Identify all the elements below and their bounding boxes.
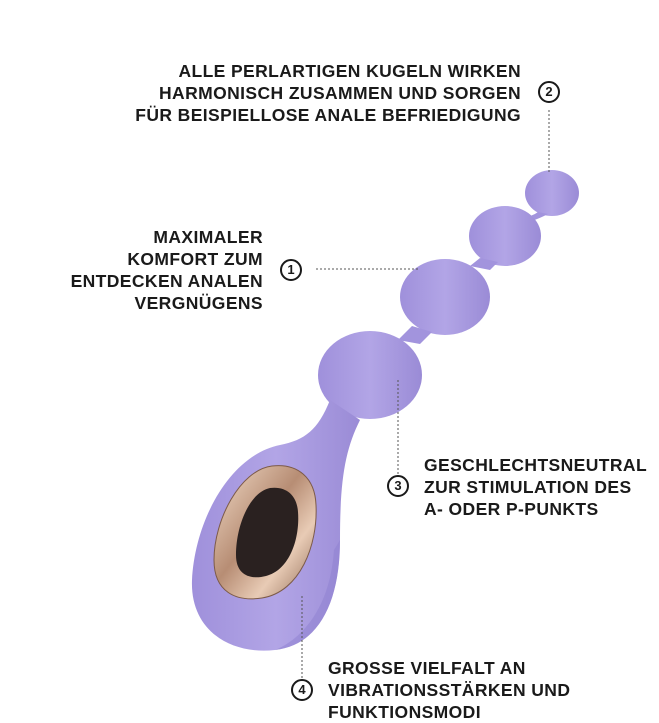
bead-3 [400, 259, 490, 335]
callout-4-line: GROSSE VIELFALT AN [328, 658, 526, 678]
callout-2-line: FÜR BEISPIELLOSE ANALE BEFRIEDIGUNG [135, 105, 521, 125]
callout-4-text [328, 657, 570, 723]
callout-4-line: FUNKTIONSMODI [328, 702, 481, 722]
callout-3-line: GESCHLECHTSNEUTRAL [424, 455, 648, 475]
callout-4-number: 4 [291, 679, 313, 701]
callout-1-line: VERGNÜGENS [134, 293, 263, 313]
callout-3-text [424, 454, 647, 520]
callout-2-number: 2 [538, 81, 560, 103]
callout-1-line: ENTDECKEN ANALEN [70, 271, 263, 291]
callout-1-line: KOMFORT ZUM [127, 249, 263, 269]
callout-2-line: ALLE PERLARTIGEN KUGELN WIRKEN [178, 61, 521, 81]
callout-1-line: MAXIMALER [153, 227, 263, 247]
callout-4-line: VIBRATIONSSTÄRKEN UND [328, 680, 571, 700]
callout-1-number: 1 [280, 259, 302, 281]
callout-3-line: ZUR STIMULATION DES [424, 477, 632, 497]
bead-2 [469, 206, 541, 266]
callout-3-line: A- ODER P-PUNKTS [424, 499, 599, 519]
callout-2-line: HARMONISCH ZUSAMMEN UND SORGEN [159, 83, 521, 103]
callout-2-text [135, 60, 521, 126]
bead-tip [525, 170, 579, 216]
callout-1-text [71, 226, 263, 314]
callout-3-number: 3 [387, 475, 409, 497]
